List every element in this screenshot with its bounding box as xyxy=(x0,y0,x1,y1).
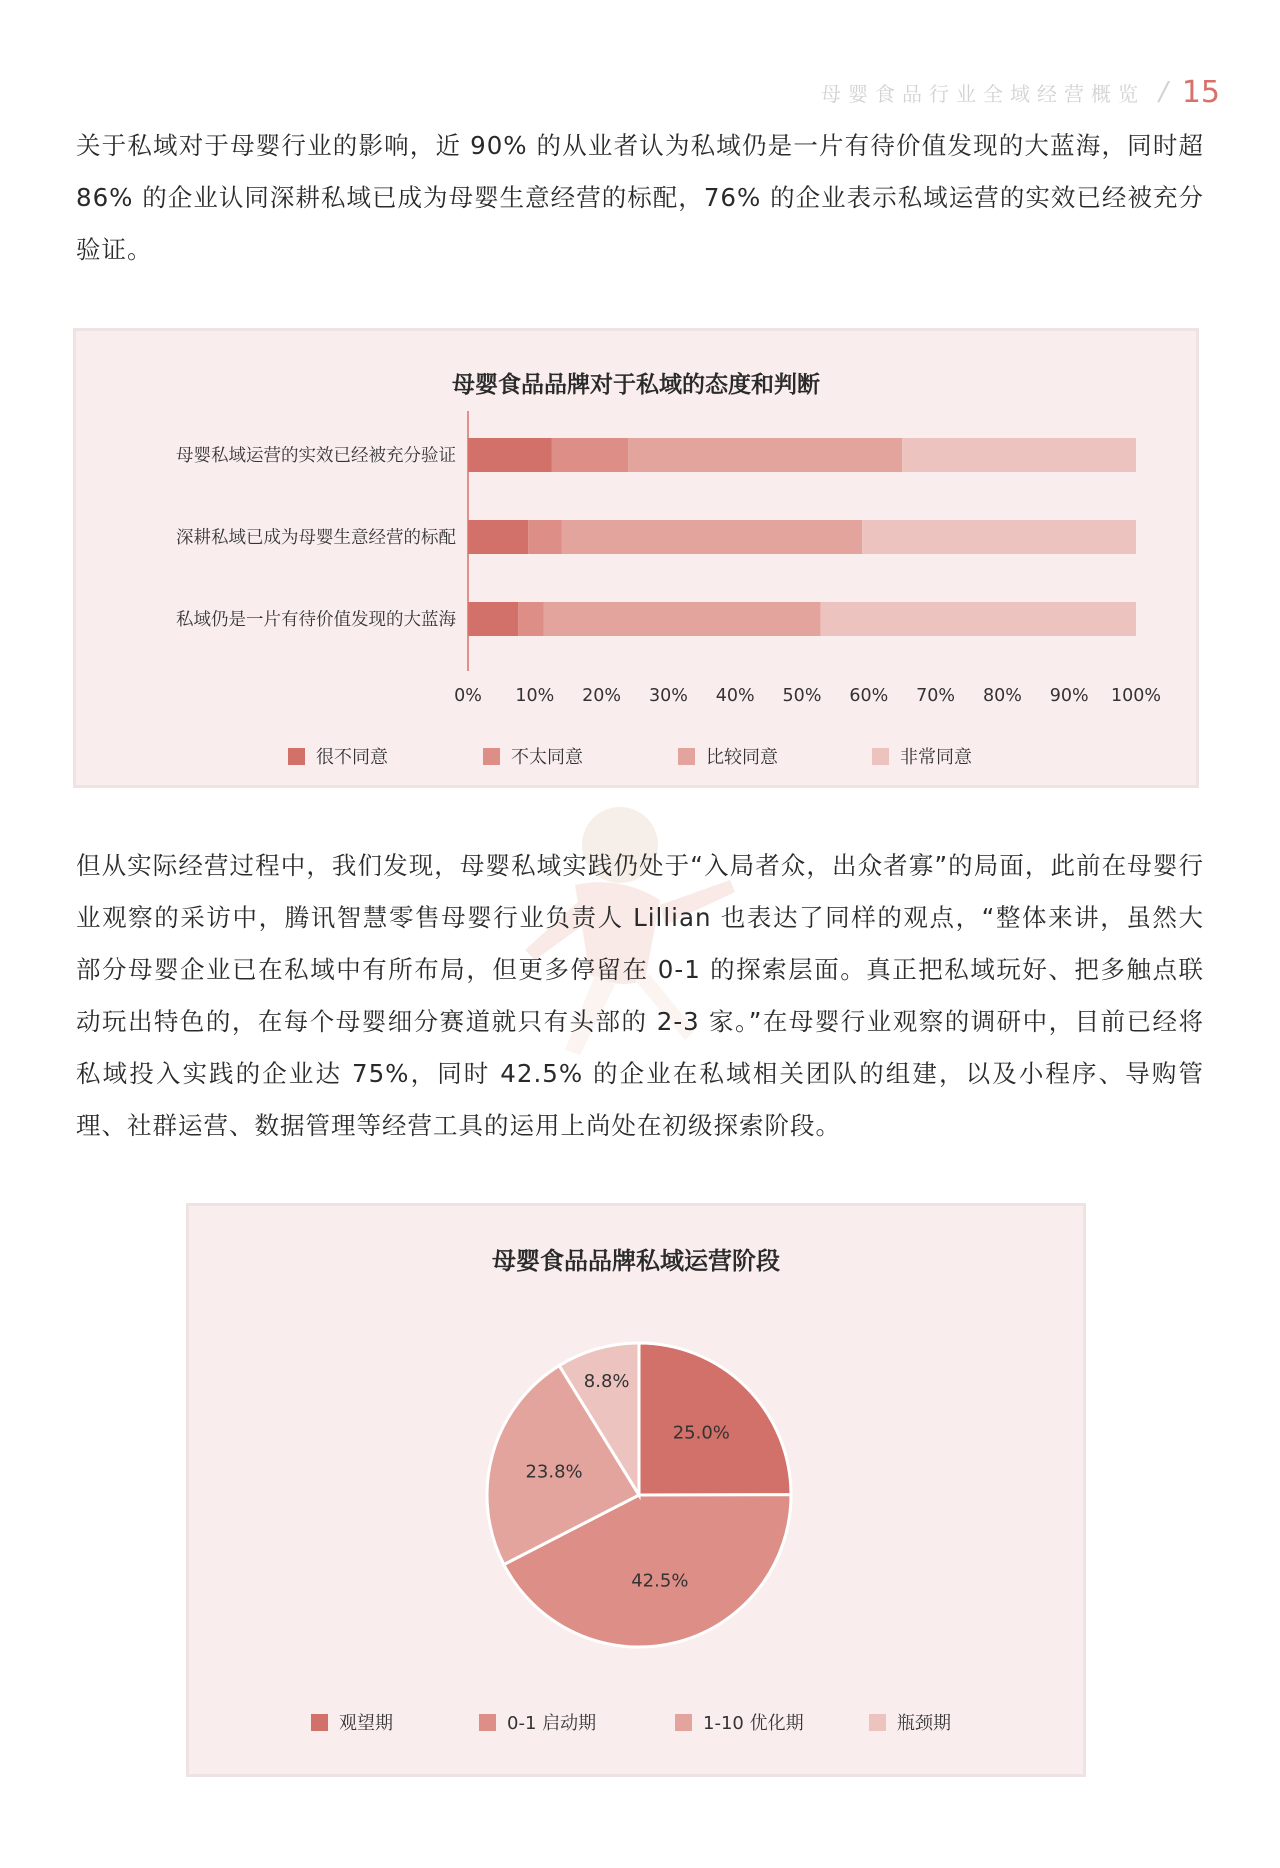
bar-segment xyxy=(468,520,528,554)
bar-segment xyxy=(552,438,629,472)
x-tick-label: 80% xyxy=(982,686,1022,706)
legend-label: 很不同意 xyxy=(316,747,388,768)
x-tick-label: 0% xyxy=(454,686,482,706)
x-tick-label: 70% xyxy=(916,686,956,706)
legend-swatch xyxy=(675,1714,692,1731)
legend-swatch xyxy=(869,1714,886,1731)
legend-label: 观望期 xyxy=(339,1713,393,1734)
chart-title: 母婴食品品牌私域运营阶段 xyxy=(492,1247,780,1275)
x-tick-label: 20% xyxy=(582,686,622,706)
x-tick-label: 90% xyxy=(1049,686,1089,706)
bar-segment xyxy=(562,520,863,554)
analysis-paragraph: 但从实际经营过程中，我们发现，母婴私域实践仍处于“入局者众，出众者寡”的局面，此前在母婴行业观察的采访中，腾讯智慧零售母婴行业负责人 Lillian 也表达了同样的观点，“整体来讲，虽然大部分母婴企业已在私域中有所布局，但更多停留在 0-1 的探索层面。真正把私域玩好、把多触点联动玩出特色的，在每个母婴细分赛道就只有头部的 2-3 家。”在母婴行业观察的调研中，目前已经将私域投入实践的企业达 75%，同时 42.5% 的企业在私域相关团队的组建，以及小程序、导购管理、社群运营、数据管理等经营工具的运用上尚处在初级探索阶段。 xyxy=(76,851,1204,1140)
bar-segment xyxy=(543,602,820,636)
bar-segment xyxy=(628,438,902,472)
stage-pie-chart xyxy=(189,1206,1083,1774)
header-title: 母婴食品行业全域经营概览 xyxy=(821,81,1146,106)
bar-segment xyxy=(468,438,552,472)
chart-title: 母婴食品品牌对于私域的态度和判断 xyxy=(452,372,820,398)
category-label: 深耕私域已成为母婴生意经营的标配 xyxy=(176,528,456,548)
legend-label: 瓶颈期 xyxy=(897,1713,951,1734)
x-tick-label: 30% xyxy=(648,686,688,706)
intro-paragraph: 关于私域对于母婴行业的影响，近 90% 的从业者认为私域仍是一片有待价值发现的大蓝海，同时超 86% 的企业认同深耕私域已成为母婴生意经营的标配，76% 的企业表示私域运营的实效已经被充分验证。 xyxy=(76,131,1204,264)
slice-label: 8.8% xyxy=(583,1370,630,1392)
header-divider: / xyxy=(1159,77,1168,107)
legend-swatch xyxy=(678,748,695,765)
x-tick-label: 40% xyxy=(715,686,755,706)
x-tick-label: 50% xyxy=(782,686,822,706)
bar-segment xyxy=(468,602,518,636)
bar-segment xyxy=(862,520,1136,554)
x-tick-label: 10% xyxy=(515,686,555,706)
bar-segment xyxy=(902,438,1136,472)
attitude-bar-chart xyxy=(76,331,1196,785)
attitude-chart-card xyxy=(73,328,1199,788)
page-header xyxy=(821,72,1220,112)
legend-label: 0-1 启动期 xyxy=(507,1713,597,1734)
page-number: 15 xyxy=(1181,74,1220,110)
slice-label: 25.0% xyxy=(672,1422,730,1444)
legend-swatch xyxy=(479,1714,496,1731)
bar-segment xyxy=(528,520,561,554)
x-tick-label: 100% xyxy=(1110,686,1162,706)
stage-chart-card xyxy=(186,1203,1086,1777)
bar-segment xyxy=(821,602,1136,636)
legend-label: 不太同意 xyxy=(511,747,583,768)
slice-label: 23.8% xyxy=(525,1461,583,1483)
slice-label: 42.5% xyxy=(631,1570,689,1592)
category-label: 私域仍是一片有待价值发现的大蓝海 xyxy=(176,610,456,630)
legend-swatch xyxy=(288,748,305,765)
x-tick-label: 60% xyxy=(849,686,889,706)
legend-swatch xyxy=(311,1714,328,1731)
legend-label: 非常同意 xyxy=(900,747,972,768)
legend-label: 1-10 优化期 xyxy=(703,1713,804,1734)
pie-slice xyxy=(639,1343,791,1495)
legend-swatch xyxy=(872,748,889,765)
category-label: 母婴私域运营的实效已经被充分验证 xyxy=(176,446,456,466)
legend-label: 比较同意 xyxy=(706,747,778,768)
bar-segment xyxy=(518,602,543,636)
legend-swatch xyxy=(483,748,500,765)
